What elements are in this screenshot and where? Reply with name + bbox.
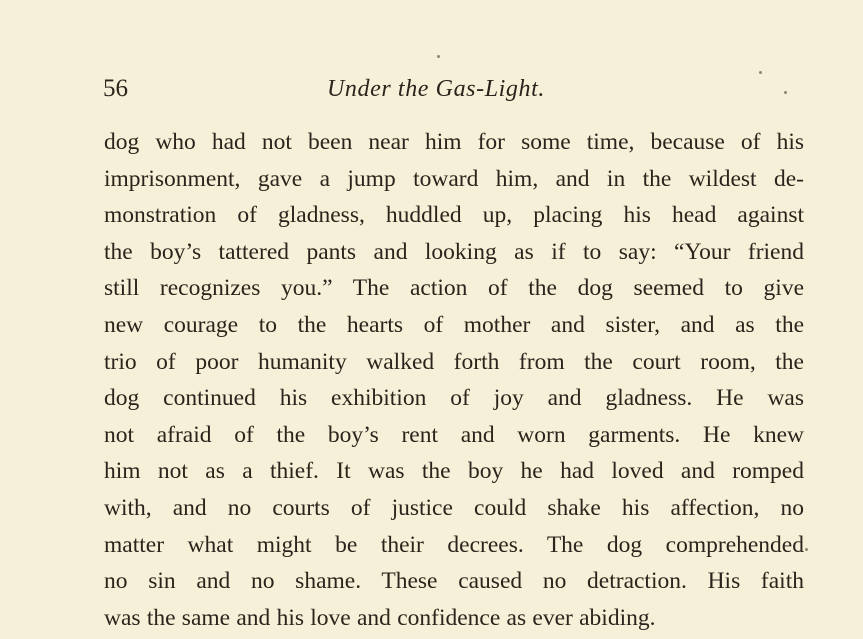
text-line: dog who had not been near him for some time, because of his: [104, 129, 804, 155]
paper-speck: [437, 55, 440, 58]
text-line: new courage to the hearts of mother and sister, and as the: [104, 311, 804, 338]
text-line: trio of poor humanity walked forth from the court room, the: [104, 348, 804, 375]
body-text: [104, 124, 804, 636]
text-line: was the same and his love and confidence as ever abiding.: [104, 604, 656, 631]
text-line: him not as a thief. It was the boy he had loved and romped: [104, 458, 804, 485]
text-line: the boy’s tattered pants and looking as if to say: “Your friend: [104, 238, 804, 265]
text-line: matter what might be their decrees. The dog comprehended: [104, 531, 804, 558]
paper-speck: [805, 548, 808, 551]
paper-speck: [784, 91, 787, 94]
paper-speck: [759, 71, 762, 74]
running-title: Under the Gas-Light.: [327, 76, 545, 102]
text-line: no sin and no shame. These caused no detraction. His faith: [104, 568, 804, 595]
text-line: with, and no courts of justice could shake his affection, no: [104, 494, 804, 521]
text-line: monstration of gladness, huddled up, placing his head against: [104, 202, 804, 229]
text-line: not afraid of the boy’s rent and worn garments. He knew: [104, 421, 804, 448]
text-line: imprisonment, gave a jump toward him, and in the wildest de-: [104, 165, 804, 192]
page-header: [0, 74, 863, 106]
page-number: 56: [103, 75, 128, 102]
text-line: still recognizes you.” The action of the dog seemed to give: [104, 275, 804, 302]
text-line: dog continued his exhibition of joy and gladness. He was: [104, 385, 804, 412]
